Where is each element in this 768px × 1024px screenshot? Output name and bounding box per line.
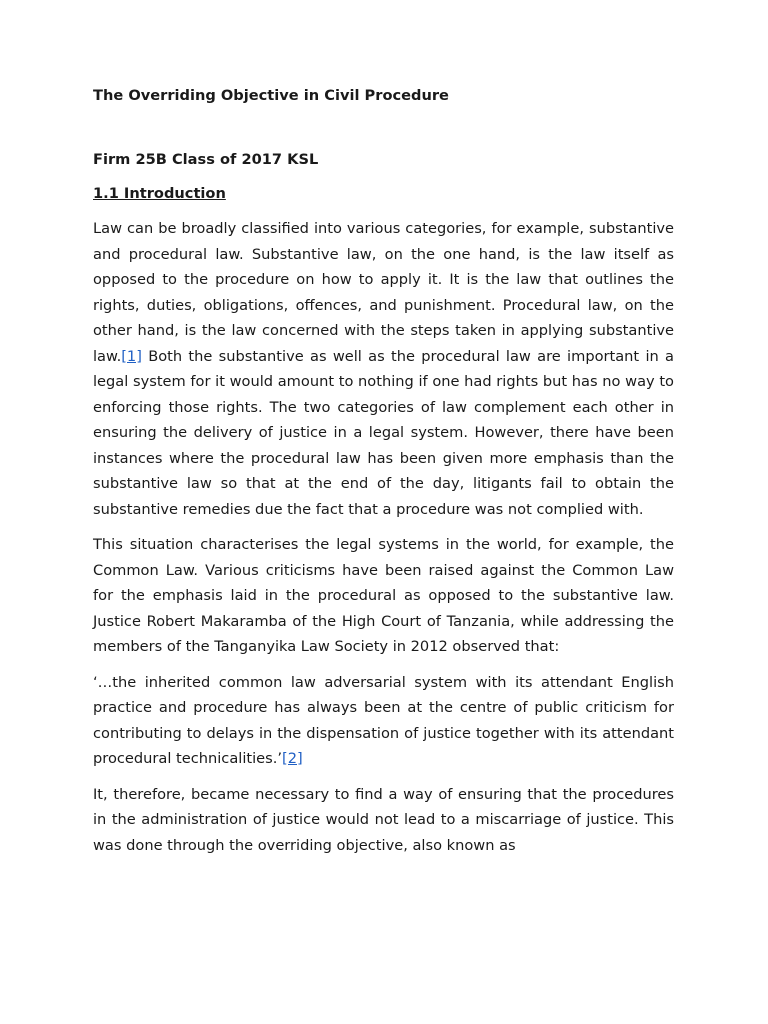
paragraph-quote: [93, 670, 674, 772]
paragraph-common-law: This situation characterises the legal systems in the world, for example, the Common Law. Various criticisms have been raised against the Common Law for the emphasis laid in the procedural as opposed to the substantive law. Justice Robert Makaramba of the High Court of Tanzania, while addressing the members of the Tanganyika Law Society in 2012 observed that:: [93, 536, 674, 655]
paragraph-introduction: [93, 216, 674, 522]
paragraph-text: Law can be broadly classified into various categories, for example, substantive and procedural law. Substantive law, on the one hand, is the law itself as opposed to the procedure on how to apply it. It is the law that outlines the rights, duties, obligations, offences, and punishment. Procedural law, on the other hand, is the law concerned with the steps taken in applying substantive law.: [93, 220, 674, 365]
quote-text: ‘…the inherited common law adversarial system with its attendant English practice and procedure has always been at the centre of public criticism for contributing to delays in the dispensation of justice together with its attendant procedural technicalities.’: [93, 673, 674, 767]
document-body: [93, 84, 674, 858]
document-title: The Overriding Objective in Civil Procedure: [93, 87, 449, 104]
paragraph-text: Both the substantive as well as the procedural law are important in a legal system for it would amount to nothing if one had rights but has no way to enforcing those rights. The two categories of law complement each other in ensuring the delivery of justice in a legal system. However, there have been instances where the procedural law has been given more emphasis than the substantive law so that at the end of the day, litigants fail to obtain the substantive remedies due the fact that a procedure was not complied with.: [93, 347, 674, 518]
footnote-link-2[interactable]: [2]: [282, 750, 303, 767]
footnote-link-1[interactable]: [1]: [121, 347, 142, 365]
paragraph-overriding-objective: It, therefore, became necessary to find a way of ensuring that the procedures in the administration of justice would not lead to a miscarriage of justice. This was done through the overriding objective, also known as: [93, 785, 674, 854]
author-line: Firm 25B Class of 2017 KSL: [93, 151, 319, 168]
section-heading: 1.1 Introduction: [93, 185, 226, 202]
